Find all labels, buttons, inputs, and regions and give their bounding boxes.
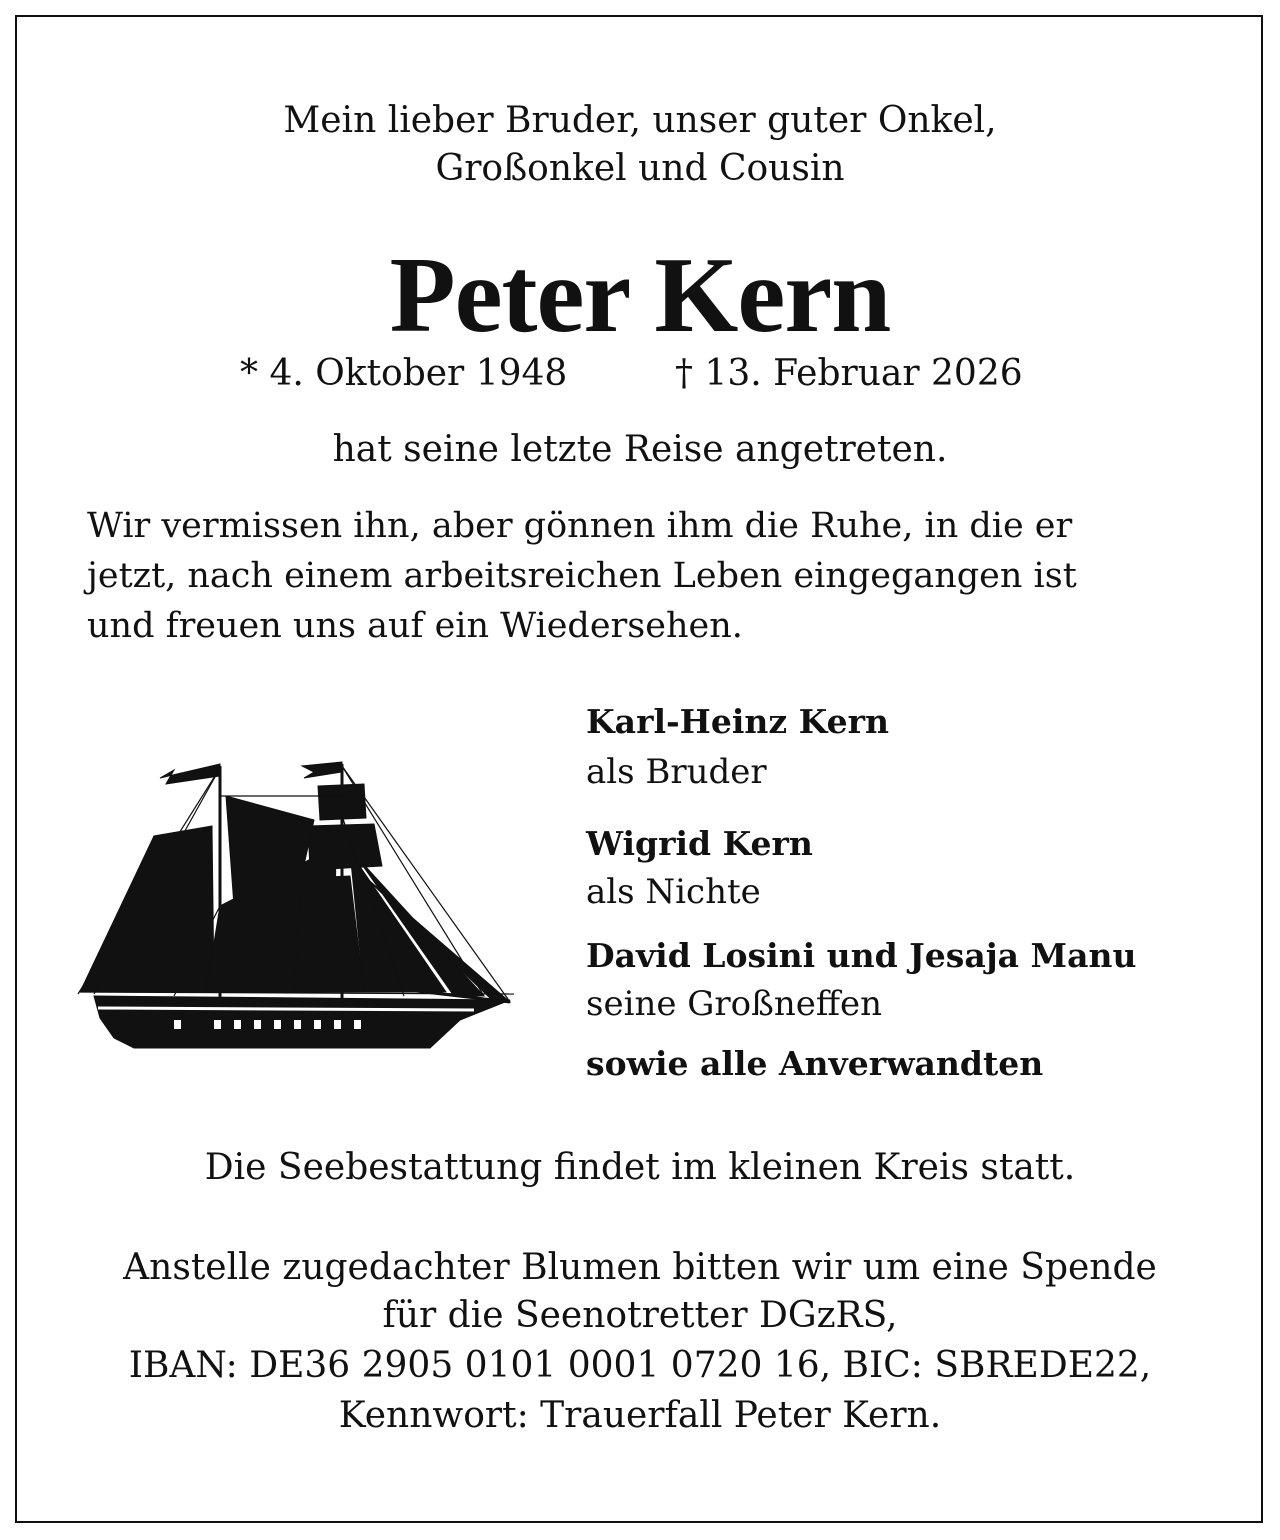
message-line-2: jetzt, nach einem arbeitsreichen Leben eingegangen ist xyxy=(87,556,1077,596)
donation-line-3: IBAN: DE36 2905 0101 0001 0720 16, BIC: SBREDE22, xyxy=(128,1345,1152,1386)
death-date: † 13. Februar 2026 xyxy=(675,353,1023,394)
intro-line-2: Großonkel und Cousin xyxy=(435,148,845,189)
relatives-line: sowie alle Anverwandten xyxy=(586,1044,1044,1083)
message-line-1: Wir vermissen ihn, aber gönnen ihm die Ruhe, in die er xyxy=(87,506,1073,546)
donation-line-4: Kennwort: Trauerfall Peter Kern. xyxy=(338,1395,942,1436)
mourner-name-2: Wigrid Kern xyxy=(586,824,813,863)
intro-line-1: Mein lieber Bruder, unser guter Onkel, xyxy=(283,100,997,141)
sailing-ship-icon xyxy=(74,756,514,1056)
birth-date: * 4. Oktober 1948 xyxy=(240,353,568,394)
mourner-role-2: als Nichte xyxy=(586,872,761,912)
message-line-3: und freuen uns auf ein Wiedersehen. xyxy=(87,606,743,646)
mourner-role-1: als Bruder xyxy=(586,752,767,792)
journey-text: hat seine letzte Reise angetreten. xyxy=(332,429,948,470)
mourner-name-1: Karl-Heinz Kern xyxy=(586,702,889,741)
mourner-role-3: seine Großneffen xyxy=(586,984,883,1024)
donation-line-2: für die Seenotretter DGzRS, xyxy=(382,1295,898,1336)
mourner-name-3: David Losini und Jesaja Manu xyxy=(586,936,1137,975)
donation-line-1: Anstelle zugedachter Blumen bitten wir um eine Spende xyxy=(123,1247,1157,1288)
deceased-name: Peter Kern xyxy=(389,236,891,355)
burial-text: Die Seebestattung findet im kleinen Kreis statt. xyxy=(204,1147,1076,1188)
